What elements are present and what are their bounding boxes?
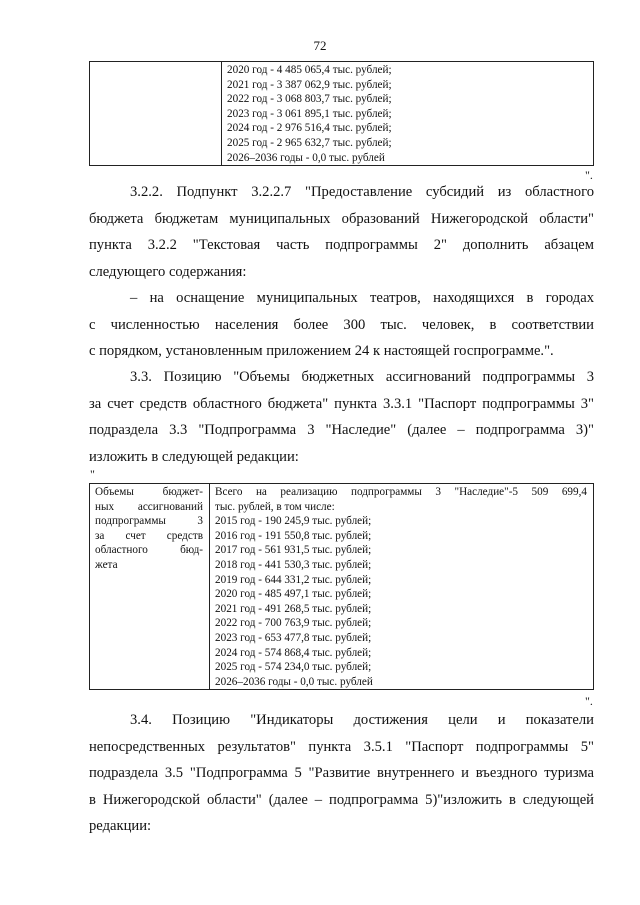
table-cell-funding-years [210, 484, 594, 690]
paragraph-line: – на оснащение муниципальных театров, находящихся в городах [130, 290, 594, 306]
funding-line: 2016 год - 191 550,8 тыс. рублей; [215, 529, 372, 542]
label-line: ных ассигнований [95, 500, 203, 513]
paragraph-line: в Нижегородской области" (далее – подпрограмма 5)"изложить в следующей [89, 791, 594, 808]
funding-line: 2020 год - 485 497,1 тыс. рублей; [215, 588, 372, 601]
funding-table-subprogram-3 [89, 483, 594, 690]
paragraph-line: следующего содержания: [89, 263, 247, 280]
closing-quote: ". [585, 694, 593, 708]
funding-line: 2021 год - 3 387 062,9 тыс. рублей; [227, 78, 392, 91]
funding-line: 2020 год - 4 485 065,4 тыс. рублей; [227, 64, 392, 76]
table-cell-label [90, 484, 210, 690]
table-cell-funding-years [222, 62, 594, 166]
paragraph-line: непосредственных результатов" пункта 3.5.1 "Паспорт подпрограммы 5" [89, 738, 594, 755]
paragraph-line: 3.4. Позицию "Индикаторы достижения цели и показатели [130, 712, 594, 728]
paragraph-line: 3.3. Позицию "Объемы бюджетных ассигнований подпрограммы 3 [130, 369, 594, 385]
funding-intro-line: тыс. рублей, в том числе: [215, 500, 335, 513]
funding-table-subprogram-2-tail [89, 61, 594, 166]
paragraph-dash-item [89, 285, 594, 365]
label-line: жета [95, 558, 118, 571]
funding-line: 2015 год - 190 245,9 тыс. рублей; [215, 515, 372, 528]
funding-line: 2025 год - 2 965 632,7 тыс. рублей; [227, 136, 392, 149]
funding-line: 2025 год - 574 234,0 тыс. рублей; [215, 661, 372, 674]
funding-line: 2021 год - 491 268,5 тыс. рублей; [215, 602, 372, 615]
paragraph-3-2-2 [89, 179, 594, 285]
funding-line: 2026–2036 годы - 0,0 тыс. рублей [227, 151, 385, 164]
paragraph-line: изложить в следующей редакции: [89, 448, 299, 465]
table-row [90, 62, 594, 166]
table-row [90, 484, 594, 690]
paragraph-line: подраздела 3.5 "Подпрограмма 5 "Развитие внутреннего и въездного туризма [89, 765, 594, 781]
opening-quote: " [90, 467, 95, 481]
label-line: областного бюд- [95, 544, 203, 557]
funding-intro-line: Всего на реализацию подпрограммы 3 "Наследие"-5 509 699,4 [215, 486, 587, 498]
funding-line: 2017 год - 561 931,5 тыс. рублей; [215, 544, 372, 557]
label-line: подпрограммы 3 [95, 515, 203, 528]
paragraph-line: с численностью населения более 300 тыс. человек, в соответствии [89, 316, 594, 333]
closing-quote: ". [585, 168, 593, 182]
label-line: Объемы бюджет- [95, 486, 203, 498]
paragraph-line: с порядком, установленным приложением 24 к настоящей госпрограмме.". [89, 343, 554, 359]
paragraph-line: пункта 3.2.2 "Текстовая часть подпрограммы 2" дополнить абзацем [89, 237, 594, 253]
page-number: 72 [313, 38, 327, 53]
paragraph-3-4 [89, 707, 594, 840]
paragraph-line: 3.2.2. Подпункт 3.2.2.7 "Предоставление субсидий из областного [130, 184, 594, 200]
funding-line: 2022 год - 700 763,9 тыс. рублей; [215, 617, 372, 630]
funding-line: 2023 год - 653 477,8 тыс. рублей; [215, 631, 372, 644]
funding-line: 2024 год - 574 868,4 тыс. рублей; [215, 646, 372, 659]
funding-line: 2018 год - 441 530,3 тыс. рублей; [215, 558, 372, 571]
paragraph-3-3 [89, 364, 594, 470]
table-cell-empty [90, 62, 222, 166]
paragraph-line: бюджета бюджетам муниципальных образований Нижегородской области" [89, 210, 594, 227]
paragraph-line: редакции: [89, 818, 152, 834]
paragraph-line: подраздела 3.3 "Подпрограмма 3 "Наследие" (далее – подпрограмма 3)" [89, 422, 594, 438]
funding-line: 2022 год - 3 068 803,7 тыс. рублей; [227, 93, 392, 106]
paragraph-line: за счет средств областного бюджета" пункта 3.3.1 "Паспорт подпрограммы 3" [89, 395, 594, 412]
funding-line: 2019 год - 644 331,2 тыс. рублей; [215, 573, 372, 586]
funding-line: 2023 год - 3 061 895,1 тыс. рублей; [227, 107, 392, 120]
funding-line: 2026–2036 годы - 0,0 тыс. рублей [215, 675, 373, 688]
label-line: за счет средств [95, 529, 203, 542]
funding-line: 2024 год - 2 976 516,4 тыс. рублей; [227, 122, 392, 135]
